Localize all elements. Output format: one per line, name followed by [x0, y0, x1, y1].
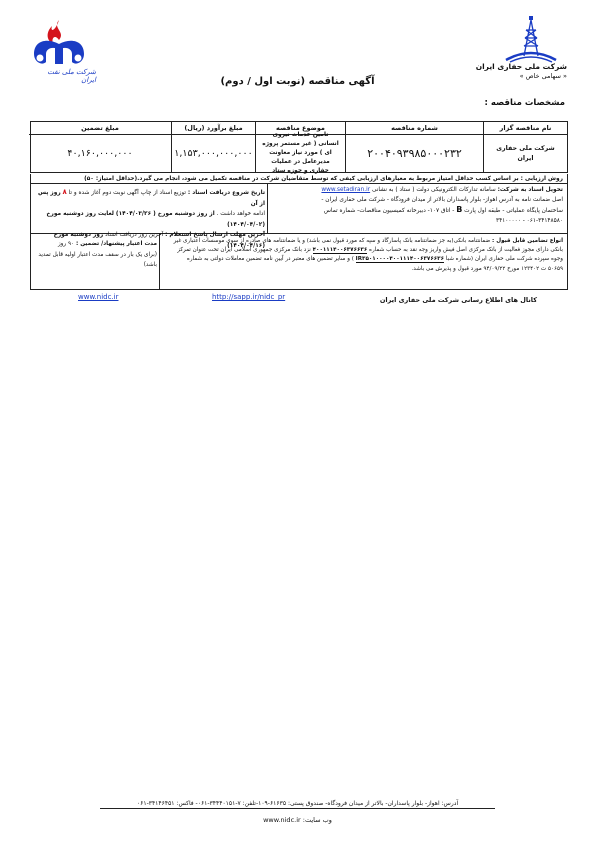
spec-title: مشخصات مناقصه : [484, 98, 565, 108]
guarantee-block [30, 234, 568, 290]
footer-divider [100, 808, 495, 809]
delivery-line3b: - اتاق ۱۰۷- دبیرخانه کمیسیون مناقصات- شماره تماس [323, 208, 455, 214]
cell-guarantee: ۴۰,۱۶۰,۰۰۰,۰۰۰ [67, 147, 133, 159]
guarantee-line4: ۵۰۶۵۹ ت ۱۲۳۴۰۲ مورخ ۹۴/۰۹/۲۲ مورد قبول و پذیرش می باشد. [411, 265, 563, 272]
col-estimate [171, 122, 255, 172]
cell-estimate: ۱,۱۵۳,۰۰۰,۰۰۰,۰۰۰ [174, 147, 253, 159]
part-letter: B [456, 205, 463, 214]
deadline-text2: روز دوشنبه مورخ (۱۴۰۴/۰۴/۱۶) [53, 232, 265, 249]
dates-line2b: از روز دوشنبه مورخ ( ۱۴۰۴/۰۳/۲۶) لغایت روز دوشنبه مورخ (۱۴۰۴/۰۴/۰۲) [46, 211, 265, 228]
start-text2: روز پس از آن [38, 190, 265, 207]
days-count: ۸ [62, 188, 67, 196]
footer-address: آدرس: اهواز- بلوار پاسداران- بالاتر از میدان فرودگاه- صندوق پستی: ۶۱۶۳۵-۱۰۹-تلفن: ۷-۳۴۴۴۰۱۵۱-۰۶۱- فاکس: ۳۴۱۴۶۴۵۱-۰۶۱ [136, 800, 459, 807]
channels-label: کانال های اطلاع رسانی شرکت ملی حفاری ایران [379, 296, 537, 304]
cell-subject: تامین خدمات نیروی انسانی ( غیر مستمر پروژه ای ) مورد نیاز معاونت مدیرعامل در عملیات حفاری و حوزه ستاد [262, 132, 339, 174]
dates-line2a: ادامه خواهد داشت . [216, 211, 265, 217]
guarantee-line3: وجوه سپرده شرکت ملی حفاری ایران (شماره شبا [445, 256, 563, 263]
delivery-line3a: ساختمان پایگاه عملیاتی - طبقه اول پارت [464, 208, 563, 214]
guarantee-label: انواع تضامین قابل قبول : [492, 238, 563, 244]
deadline-label: آخرین مهلت ارسال پاسخ استعلام : [165, 232, 265, 238]
validity-note: (برای یک بار در سقف مدت اعتبار اولیه قابل تمدید باشد) [38, 251, 157, 268]
col-organizer [483, 122, 567, 172]
account-number: ۴۰۰۱۱۱۴۰۰۶۳۷۶۶۳۶ [312, 247, 368, 254]
nidc-web-link[interactable]: www.nidc.ir [78, 293, 119, 301]
nidc-logo [496, 16, 566, 64]
header-organizer: نام مناقصه گزار [484, 122, 567, 135]
start-label: تاریخ شروع دریافت اسناد : [187, 190, 265, 196]
header-guarantee: مبلغ تضمین [29, 122, 171, 135]
cell-tender-number: ۲۰۰۴۰۹۳۹۸۵۰۰۰۲۳۲ [367, 146, 462, 160]
nioc-flame-icon [22, 18, 96, 70]
guarantee-info [159, 234, 567, 289]
validity-label: مدت اعتبار پیشنهاد/ تضمین : [75, 241, 157, 247]
guarantee-line1: ضمانتنامه بانکی(به جز ضمانتنامه بانک پاسارگاد و سپه که مورد قبول نمی باشد) و یا ضمانتنامه های صادره از سوی موسسات اعتباری غیر [173, 238, 491, 244]
company-name: شرکت ملی حفاری ایران [475, 62, 567, 71]
start-text: توزیع اسناد از چاپ آگهی نوبت دوم آغاز شده و تا [68, 190, 187, 196]
sapp-link[interactable]: http://sapp.ir/nidc_pr [212, 293, 286, 301]
header-estimate: مبلغ برآورد (ریال) [172, 122, 255, 135]
delivery-label: تحویل اسناد به شرکت: [497, 187, 563, 193]
tender-table [30, 121, 568, 173]
delivery-line1: سامانه تدارکات الکترونیکی دولت ( ستاد ) به نشانی [371, 187, 496, 193]
nioc-caption: شرکت ملی نفت ایران [47, 68, 96, 84]
col-subject [255, 122, 345, 172]
header-tender-number: شماره مناقصه [346, 122, 483, 135]
col-tender-number [345, 122, 483, 172]
company-type: « سهامی خاص » [519, 72, 567, 80]
delivery-info [267, 184, 567, 233]
delivery-phone: ۰۶۱-۳۴۱۴۸۵۸۰ - ۳۴۱۰۰۰۰۰ [495, 217, 563, 224]
validity-days: ۹۰ روز [57, 241, 75, 247]
col-guarantee [29, 122, 171, 172]
footer-website: وب سایت: www.nidc.ir [263, 816, 332, 824]
deadline-text: آخرین روز دریافت اسناد [105, 232, 164, 238]
guarantee-line2b: نزد بانک مرکزی جمهوری اسلامی ایران تحت عنوان تمرکز [177, 247, 311, 254]
page-title: آگهی مناقصه (نوبت اول / دوم) [220, 76, 375, 87]
cell-organizer: شرکت ملی حفاری ایران [496, 144, 555, 162]
evaluation-method: روش ارزیابی : بر اساس کسب حداقل امتیاز مربوط به معیارهای ارزیابی کیفی که توسط متقاضیان شرکت در مناقصه تکمیل می شود، انجام می گیرد.(حداقل امتیاز: ۵۰) [30, 174, 568, 184]
header-subject: موضوع مناقصه [256, 122, 345, 135]
delivery-line2: اصل ضمانت نامه به آدرس اهواز- بلوار پاسداران بالاتر از میدان فرودگاه - شرکت ملی حفاری ایران - [321, 196, 563, 203]
guarantee-line2: بانکی دارای مجوز فعالیت از بانک مرکزی اصل فیش واریز وجه نقد به حساب شماره [369, 247, 563, 254]
nioc-logo [22, 18, 96, 84]
setadiran-link[interactable]: www.setadiran.ir [321, 187, 371, 193]
guarantee-line3b: ) و سایر تضمین های معتبر در آیین نامه تضمین معاملات دولتی به شماره [186, 256, 354, 263]
iban-number: IR۳۵۰۱۰۰۰۰۴۰۰۱۱۱۴۰۰۶۳۷۶۶۳۶ [355, 256, 445, 263]
